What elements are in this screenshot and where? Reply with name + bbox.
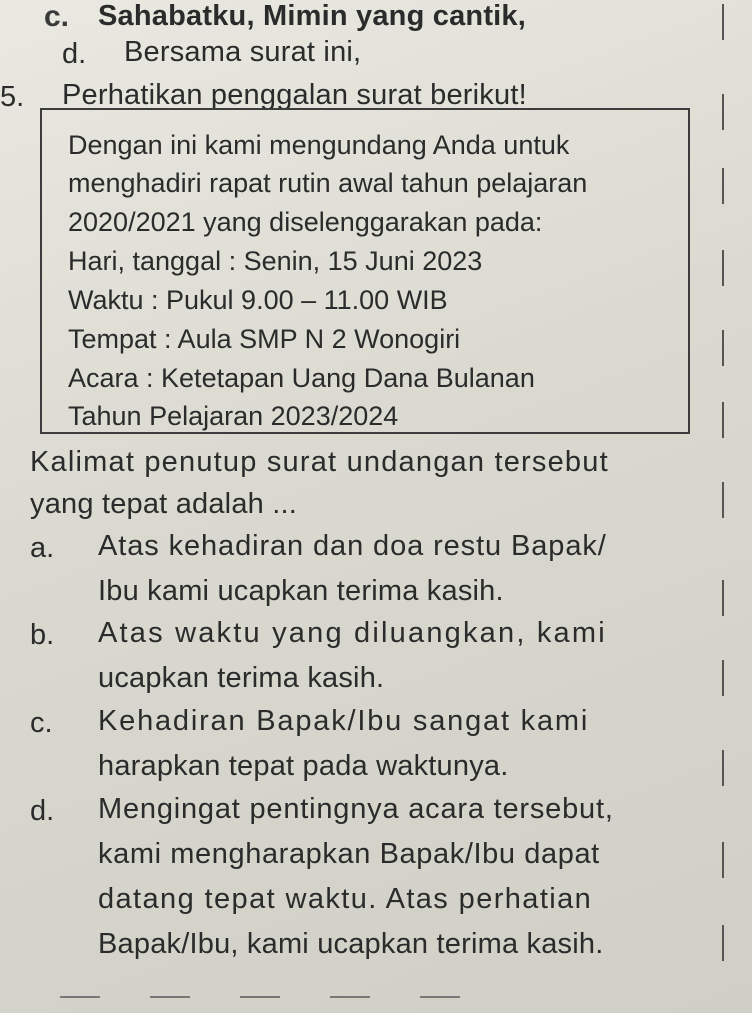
question-continuation-1: Kalimat penutup surat undangan tersebut: [30, 446, 609, 478]
option-b-line-1[interactable]: Atas waktu yang diluangkan, kami: [98, 617, 607, 649]
letter-line-5: Waktu : Pukul 9.00 – 11.00 WIB: [68, 285, 448, 315]
margin-tick: [722, 580, 724, 616]
option-a-marker[interactable]: a.: [30, 532, 55, 564]
margin-tick: [722, 4, 724, 40]
margin-tick: [722, 94, 724, 130]
margin-tick: [722, 330, 724, 366]
question-prompt: Perhatikan penggalan surat berikut!: [62, 79, 527, 111]
margin-tick: [722, 402, 724, 438]
option-d-line-3[interactable]: datang tepat waktu. Atas perhatian: [98, 883, 593, 915]
option-d-line-4[interactable]: Bapak/Ibu, kami ucapkan terima kasih.: [98, 928, 604, 960]
bottom-dash: [240, 996, 280, 998]
option-c-line-2[interactable]: harapkan tepat pada waktunya.: [98, 750, 509, 782]
letter-line-1: Dengan ini kami mengundang Anda untuk: [68, 130, 570, 160]
letter-line-4: Hari, tanggal : Senin, 15 Juni 2023: [68, 246, 483, 276]
bottom-dash: [60, 996, 100, 998]
margin-tick: [722, 660, 724, 696]
option-d-marker: d.: [62, 38, 87, 70]
question-number: 5.: [0, 81, 25, 113]
option-d-final-marker[interactable]: d.: [30, 795, 55, 827]
option-d-line-2[interactable]: kami mengharapkan Bapak/Ibu dapat: [98, 838, 600, 870]
margin-tick: [722, 750, 724, 786]
bottom-dash: [150, 996, 190, 998]
bottom-dash: [330, 996, 370, 998]
letter-line-2: menghadiri rapat rutin awal tahun pelajaran: [68, 168, 588, 198]
letter-line-8: Tahun Pelajaran 2023/2024: [68, 401, 399, 431]
option-b-marker[interactable]: b.: [30, 619, 55, 651]
option-c-line-1[interactable]: Kehadiran Bapak/Ibu sangat kami: [98, 705, 590, 737]
margin-tick: [722, 842, 724, 878]
margin-tick: [722, 168, 724, 204]
letter-line-7: Acara : Ketetapan Uang Dana Bulanan: [68, 363, 535, 393]
margin-tick: [722, 482, 724, 518]
letter-excerpt-box: [40, 108, 690, 434]
option-d-line-1[interactable]: Mengingat pentingnya acara tersebut,: [98, 793, 614, 825]
c-option-marker: c.: [44, 0, 70, 33]
bottom-dash: [420, 996, 460, 998]
option-d-text: Bersama surat ini,: [124, 36, 362, 68]
option-c-text: Sahabatku, Mimin yang cantik,: [98, 0, 527, 32]
margin-tick: [722, 250, 724, 286]
option-a-line-2[interactable]: Ibu kami ucapkan terima kasih.: [98, 575, 504, 607]
option-b-line-2[interactable]: ucapkan terima kasih.: [98, 662, 385, 694]
question-continuation-2: yang tepat adalah ...: [30, 488, 298, 520]
letter-line-3: 2020/2021 yang diselenggarakan pada:: [68, 207, 543, 237]
margin-tick: [722, 925, 724, 961]
letter-line-6: Tempat : Aula SMP N 2 Wonogiri: [68, 324, 461, 354]
option-a-line-1[interactable]: Atas kehadiran dan doa restu Bapak/: [98, 530, 607, 562]
option-c-marker[interactable]: c.: [30, 707, 53, 739]
